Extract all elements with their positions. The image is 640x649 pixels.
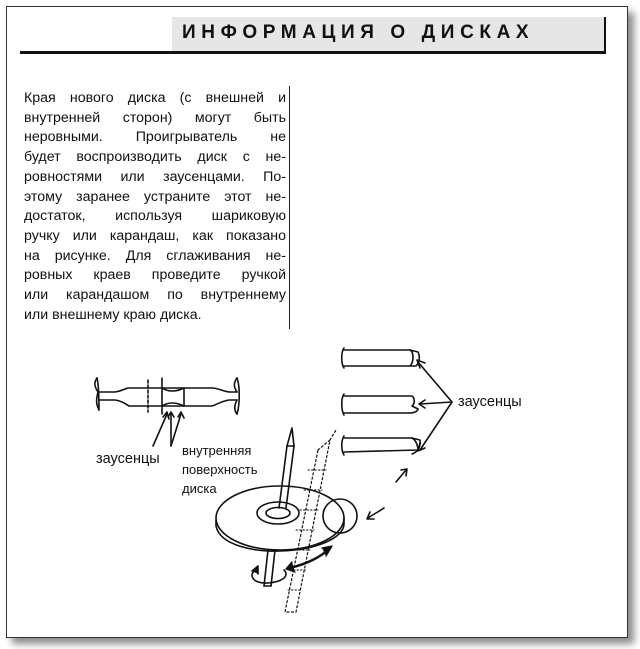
disc-cross-section <box>95 378 239 414</box>
body-line: достаток, используя шариковую <box>24 208 286 225</box>
body-line: ручку или карандаш, как показано <box>24 227 286 244</box>
inner-surface-label-1: внутренняя <box>182 443 252 458</box>
body-line: Края нового диска (с внешней и <box>24 90 286 106</box>
edge-profile-middle <box>342 394 418 415</box>
body-line: ровных краев проведите ручкой <box>24 267 286 284</box>
inner-surface-label-3: диска <box>182 481 217 496</box>
burr-arrows-right <box>417 360 452 451</box>
page-title: ИНФОРМАЦИЯ О ДИСКАХ <box>182 22 535 43</box>
edge-profile-top <box>342 348 420 368</box>
body-line: ровностями или заусенцами. По- <box>24 168 286 185</box>
body-line: или внешнему краю диска. <box>24 306 202 323</box>
edge-profile-bottom <box>342 436 420 455</box>
body-line: будет воспроизводить диск с не- <box>24 149 286 166</box>
burrs-label-right: заусенцы <box>458 394 522 410</box>
body-line: этому заранее устраните этот не- <box>24 188 286 205</box>
burr-arrows-left <box>153 412 184 446</box>
body-line: или карандашом по внутреннему <box>24 287 286 304</box>
body-line: неровными. Проигрыватель не <box>24 129 286 146</box>
burrs-label-left: заусенцы <box>96 451 160 467</box>
inner-surface-label-2: поверхность <box>182 462 258 477</box>
body-line: на рисунке. Для сглаживания не- <box>24 247 286 264</box>
body-line: внутренней сторон) могут быть <box>24 109 286 126</box>
